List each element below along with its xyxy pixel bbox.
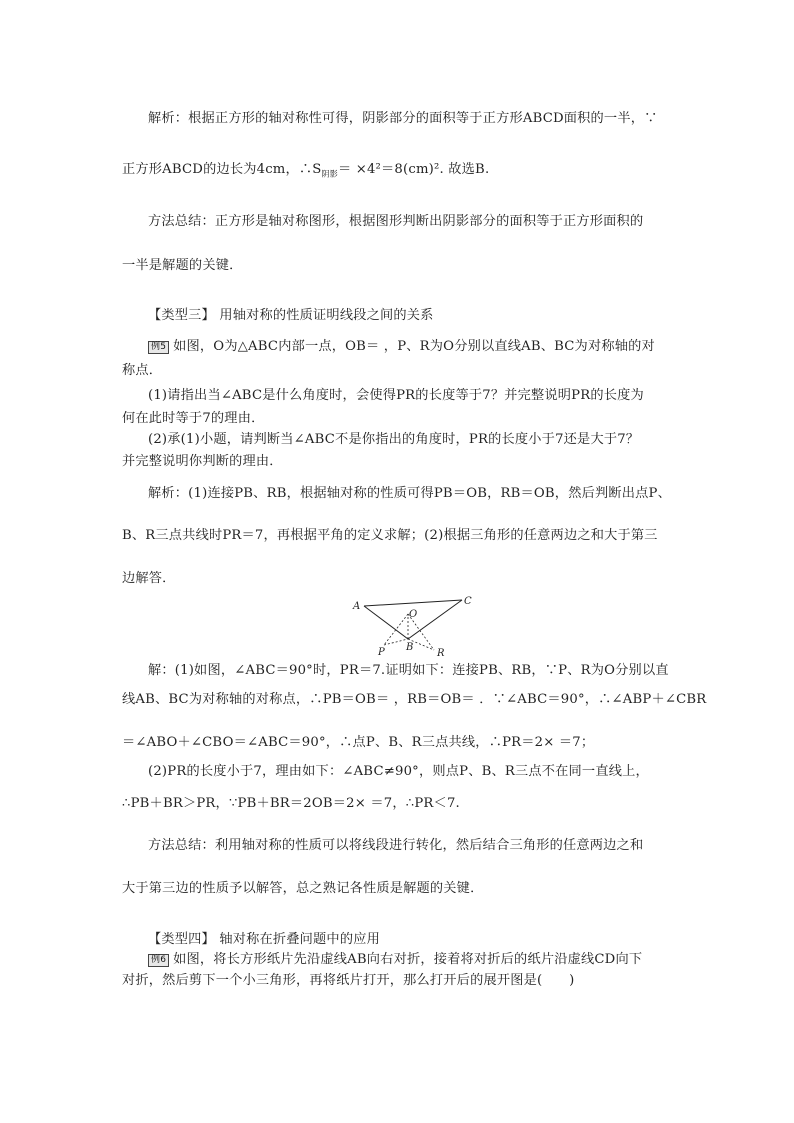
text-line: (1)请指出当∠ABC是什么角度时，会使得PR的长度等于7？并完整说明PR的长度为 bbox=[148, 388, 644, 403]
figure-label-b: B bbox=[406, 642, 414, 653]
text-segment: 正方形ABCD的边长为4cm，∴S bbox=[122, 162, 322, 177]
text-line: ＝∠ABO＋∠CBO＝∠ABC＝90°，∴点P、B、R三点共线，∴PR＝2× ＝7； bbox=[122, 735, 595, 750]
text-line: ∴PB＋BR＞PR，∵PB＋BR＝2OB＝2× ＝7，∴PR＜7. bbox=[122, 796, 460, 811]
text-line: 方法总结：利用轴对称的性质可以将线段进行转化，然后结合三角形的任意两边之和 bbox=[148, 838, 644, 853]
figure-label-o: O bbox=[409, 609, 418, 620]
text-line bbox=[148, 337, 655, 357]
text-line: (2)承(1)小题，请判断当∠ABC不是你指出的角度时，PR的长度小于7还是大于7？ bbox=[148, 432, 640, 447]
text-segment: 如图，将长方形纸片先沿虚线AB向右对折，接着将对折后的纸片沿虚线CD向下 bbox=[173, 952, 643, 967]
example-badge: 例6 bbox=[148, 954, 169, 967]
text-segment: ＝ ×4²＝8(cm)². 故选B. bbox=[337, 162, 490, 177]
figure-label-r: R bbox=[437, 648, 445, 658]
text-line: 何在此时等于7的理由． bbox=[122, 411, 265, 426]
text-line: 称点． bbox=[122, 363, 163, 378]
text-line: 解析：根据正方形的轴对称性可得，阴影部分的面积等于正方形ABCD面积的一半，∵ bbox=[148, 111, 658, 126]
section-heading-type4: 【类型四】 轴对称在折叠问题中的应用 bbox=[148, 932, 380, 947]
text-line: 对折，然后剪下一个小三角形，再将纸片打开，那么打开后的展开图是( ) bbox=[122, 973, 575, 988]
geometry-figure bbox=[350, 592, 480, 658]
subscript: 阴影 bbox=[321, 169, 338, 179]
text-line bbox=[148, 950, 642, 970]
section-heading-type3: 【类型三】 用轴对称的性质证明线段之间的关系 bbox=[148, 308, 434, 323]
figure-label-p: P bbox=[378, 647, 385, 658]
text-line: (2)PR的长度小于7，理由如下：∠ABC≠90°，则点P、B、R三点不在同一直线上， bbox=[148, 764, 649, 779]
text-segment: 如图，O为△ABC内部一点，OB＝ ，P、R为O分别以直线AB、BC为对称轴的对 bbox=[173, 339, 655, 354]
text-line: 解析：(1)连接PB、RB，根据轴对称的性质可得PB＝OB，RB＝OB，然后判断出点P、 bbox=[148, 486, 671, 501]
text-line: 线AB、BC为对称轴的对称点，∴PB＝OB＝ ，RB＝OB＝ ．∵∠ABC＝90°，∴∠ABP＋∠CBR bbox=[122, 692, 707, 707]
figure-label-a: A bbox=[353, 601, 361, 612]
text-line: 边解答． bbox=[122, 571, 176, 586]
text-line: 解：(1)如图，∠ABC＝90°时，PR＝7.证明如下：连接PB、RB，∵P、R为O分别以直 bbox=[148, 663, 669, 678]
text-line: 方法总结：正方形是轴对称图形，根据图形判断出阴影部分的面积等于正方形面积的 bbox=[148, 214, 644, 229]
text-line: B、R三点共线时PR＝7，再根据平角的定义求解；(2)根据三角形的任意两边之和大于第三 bbox=[122, 528, 658, 543]
text-line bbox=[122, 160, 489, 185]
figure-label-c: C bbox=[464, 596, 472, 607]
example-badge: 例5 bbox=[148, 341, 169, 354]
text-line: 一半是解题的关键． bbox=[122, 258, 243, 273]
text-line: 并完整说明你判断的理由． bbox=[122, 454, 283, 469]
text-line: 大于第三边的性质予以解答，总之熟记各性质是解题的关键． bbox=[122, 881, 484, 896]
